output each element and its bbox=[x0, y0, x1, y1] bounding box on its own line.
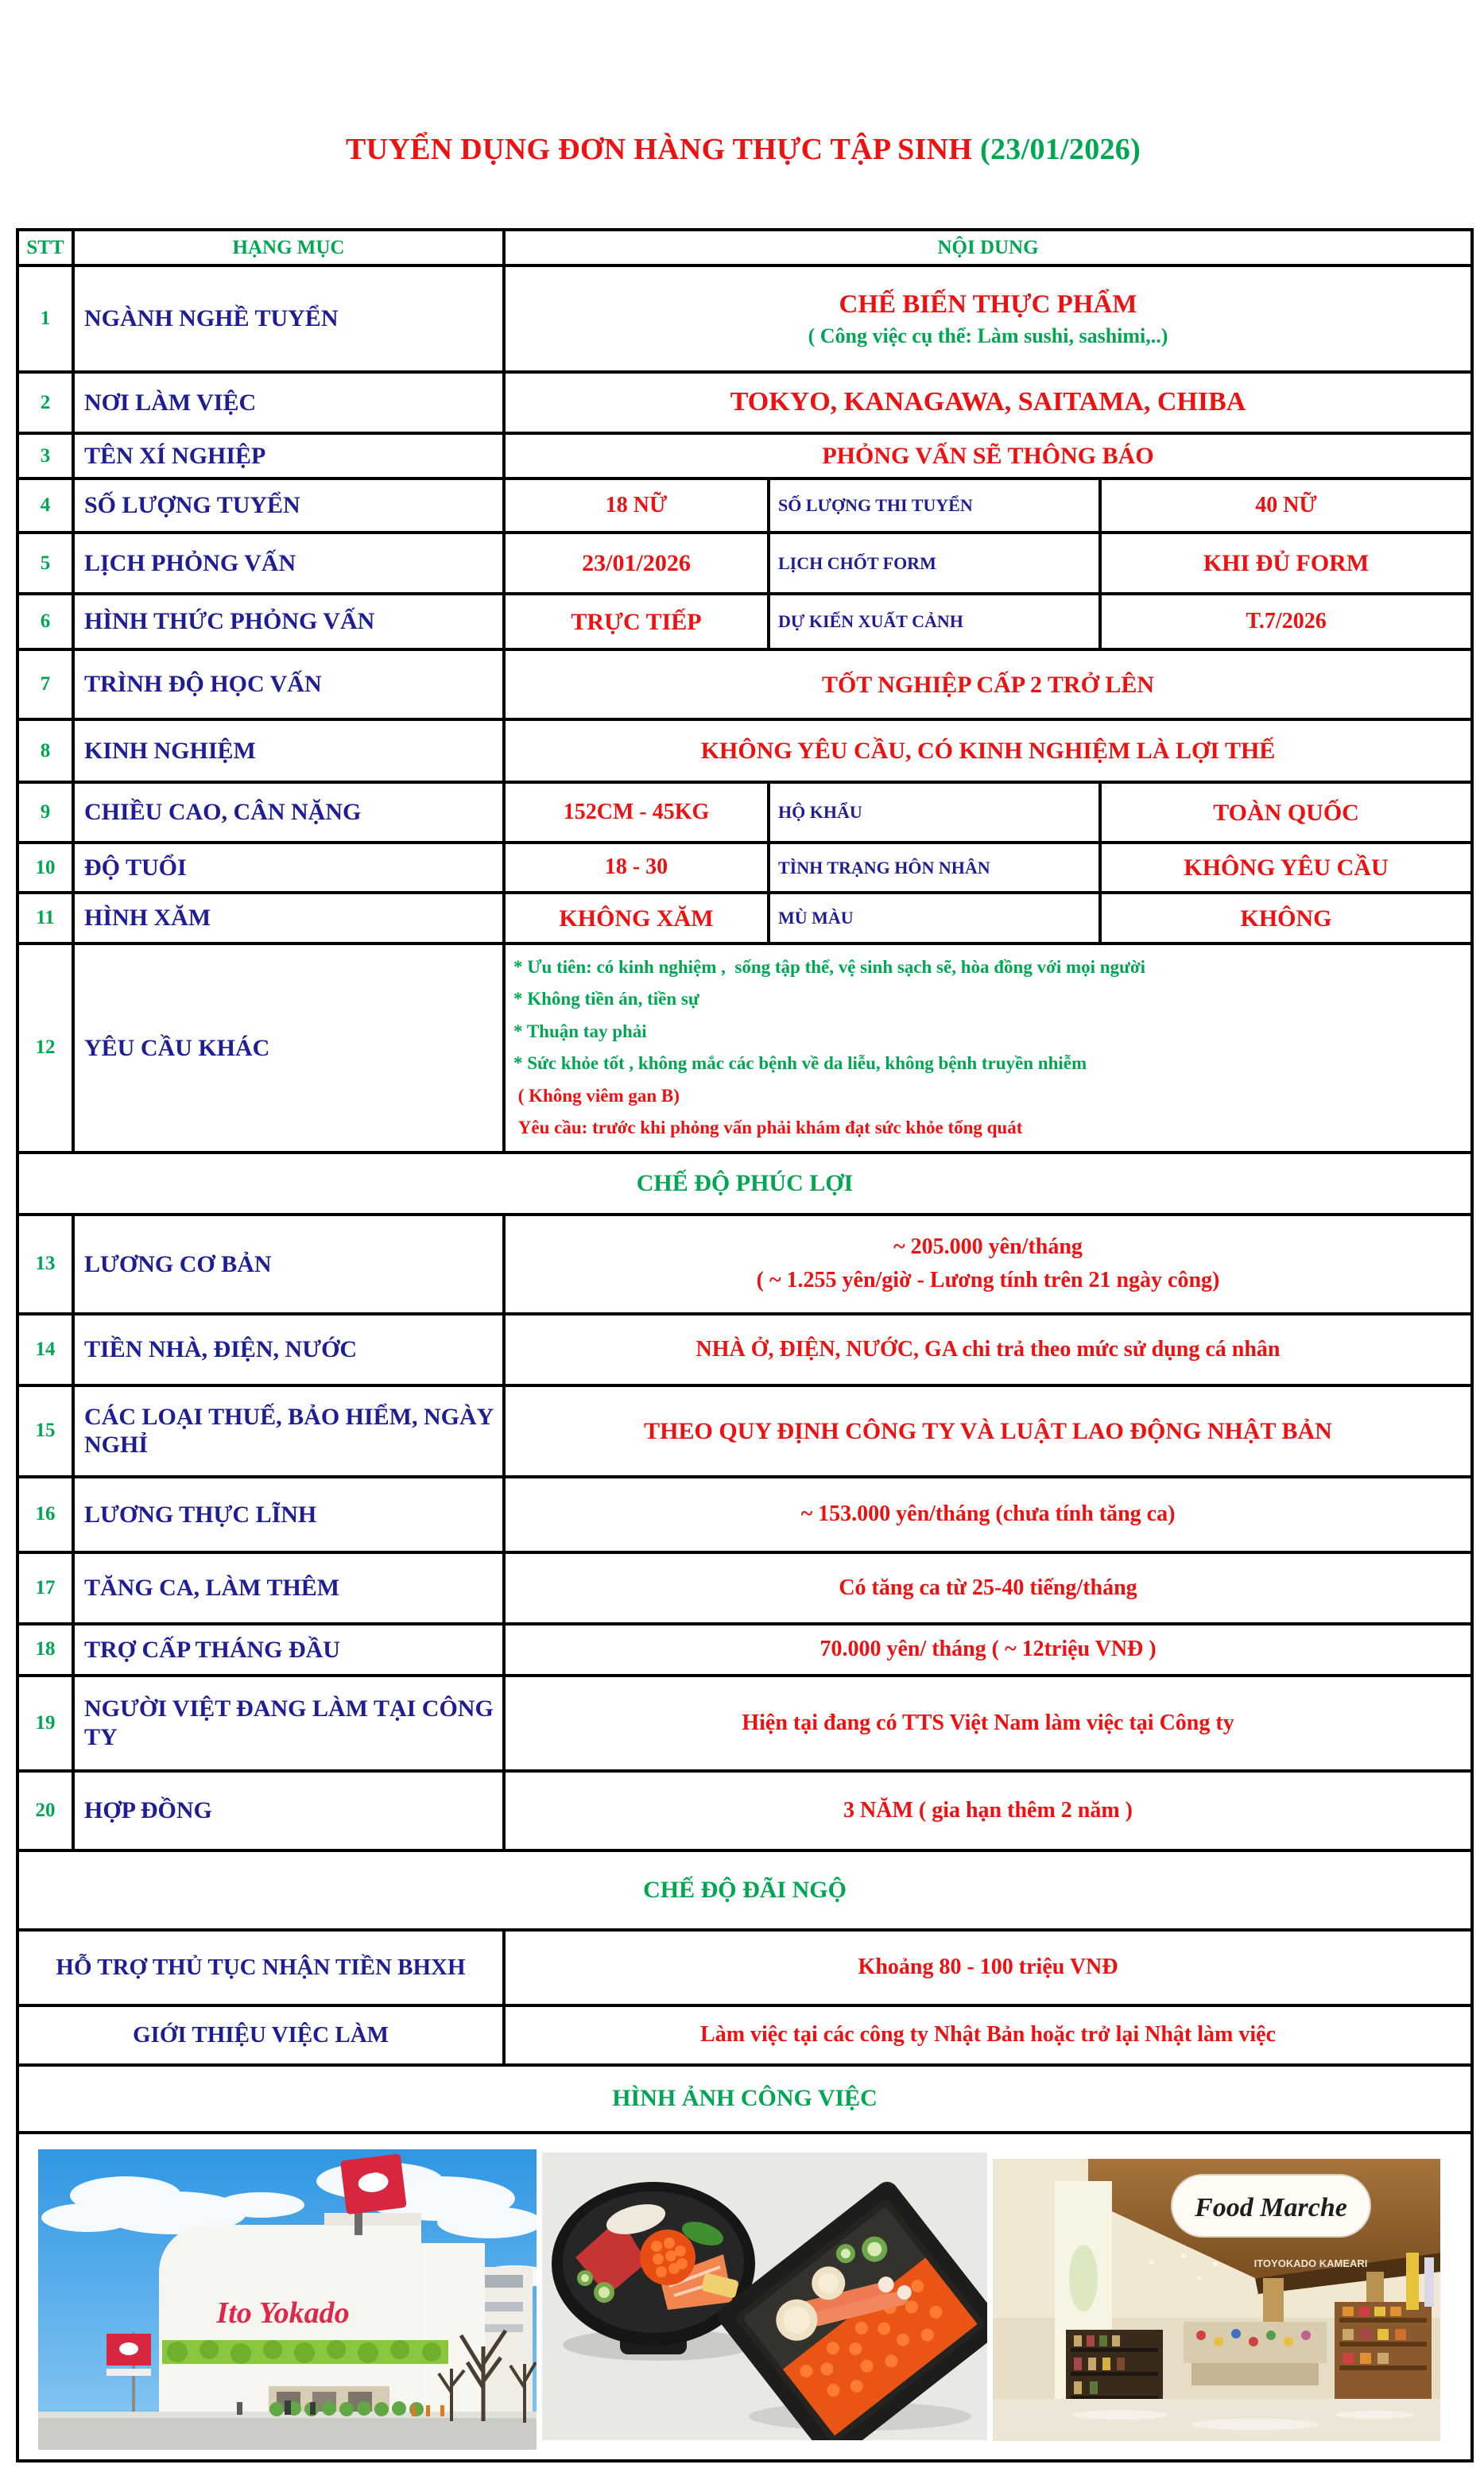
bhxh-value: Khoảng 80 - 100 triệu VNĐ bbox=[504, 1930, 1472, 2005]
requirement-line: * Thuận tay phải bbox=[513, 1021, 647, 1041]
row-no: 4 bbox=[17, 479, 73, 533]
table-row bbox=[17, 944, 1472, 1153]
row-label: HÌNH XĂM bbox=[73, 893, 504, 944]
table-row bbox=[17, 433, 1472, 479]
section-benefits: CHẾ ĐỘ PHÚC LỢI bbox=[17, 1153, 1472, 1215]
table-row bbox=[17, 533, 1472, 594]
hanging-banner bbox=[1424, 2257, 1434, 2307]
table-row bbox=[17, 1676, 1472, 1771]
row-label: NƠI LÀM VIỆC bbox=[73, 372, 504, 433]
row-value: Có tăng ca từ 25-40 tiếng/tháng bbox=[504, 1552, 1472, 1624]
row-no: 2 bbox=[17, 372, 73, 433]
row-no: 12 bbox=[17, 944, 73, 1153]
ito-yokado-building-photo bbox=[38, 2149, 537, 2450]
row-label: HỢP ĐỒNG bbox=[73, 1771, 504, 1850]
page-title-main: TUYỂN DỤNG ĐƠN HÀNG THỰC TẬP SINH bbox=[345, 133, 981, 166]
row-label: TRỢ CẤP THÁNG ĐẦU bbox=[73, 1624, 504, 1676]
row-label: YÊU CẦU KHÁC bbox=[73, 944, 504, 1153]
road bbox=[38, 2418, 537, 2450]
row-no: 10 bbox=[17, 843, 73, 893]
page-title bbox=[16, 132, 1470, 167]
table-row bbox=[17, 265, 1472, 372]
table-row bbox=[17, 2005, 1472, 2065]
row-no: 1 bbox=[17, 265, 73, 372]
row-label-2: LỊCH CHỐT FORM bbox=[769, 533, 1100, 594]
requirement-line: * Ưu tiên: có kinh nghiệm , sống tập thể, vệ sinh sạch sẽ, hòa đồng với mọi người bbox=[513, 957, 1145, 977]
food-marche-sign-text: Food Marche bbox=[1195, 2193, 1347, 2223]
section-row bbox=[17, 1153, 1472, 1215]
row-value: KHÔNG YÊU CẦU, CÓ KINH NGHIỆM LÀ LỢI THẾ bbox=[504, 719, 1472, 782]
table-row bbox=[17, 1771, 1472, 1850]
row-value: ~ 153.000 yên/tháng (chưa tính tăng ca) bbox=[504, 1477, 1472, 1552]
row-value: 70.000 yên/ tháng ( ~ 12triệu VNĐ ) bbox=[504, 1624, 1472, 1676]
shrubs bbox=[269, 2401, 424, 2416]
row-label-2: TÌNH TRẠNG HÔN NHÂN bbox=[769, 843, 1100, 893]
row-value-2: T.7/2026 bbox=[1100, 594, 1472, 649]
row-label: SỐ LƯỢNG TUYỂN bbox=[73, 479, 504, 533]
ito-yokado-sign-text: Ito Yokado bbox=[216, 2296, 350, 2331]
row-no: 13 bbox=[17, 1215, 73, 1314]
table-row bbox=[17, 372, 1472, 433]
table-row bbox=[17, 1624, 1472, 1676]
row-label: LỊCH PHỎNG VẤN bbox=[73, 533, 504, 594]
row-no: 6 bbox=[17, 594, 73, 649]
requirement-line: * Sức khỏe tốt , không mắc các bệnh về da liễu, không bệnh truyền nhiễm bbox=[513, 1053, 1087, 1074]
requirement-line: ( Không viêm gan B) bbox=[513, 1085, 680, 1106]
row-no: 11 bbox=[17, 893, 73, 944]
row-label: NGÀNH NGHỀ TUYỂN bbox=[73, 265, 504, 372]
row-label: TÊN XÍ NGHIỆP bbox=[73, 433, 504, 479]
table-row bbox=[17, 649, 1472, 719]
right-rack bbox=[1335, 2302, 1432, 2407]
job-referral-value: Làm việc tại các công ty Nhật Bản hoặc trở lại Nhật làm việc bbox=[504, 2005, 1472, 2065]
center-displays bbox=[1184, 2322, 1327, 2385]
row-no: 8 bbox=[17, 719, 73, 782]
food-marche-store-photo bbox=[993, 2159, 1440, 2441]
section-row bbox=[17, 1850, 1472, 1930]
row-value-1: TRỰC TIẾP bbox=[504, 594, 769, 649]
row-label: CÁC LOẠI THUẾ, BẢO HIỂM, NGÀY NGHỈ bbox=[73, 1385, 504, 1477]
row-label: ĐỘ TUỔI bbox=[73, 843, 504, 893]
row-label: KINH NGHIỆM bbox=[73, 719, 504, 782]
row-value-1: 152CM - 45KG bbox=[504, 782, 769, 843]
row-no: 19 bbox=[17, 1676, 73, 1771]
section-incentives: CHẾ ĐỘ ĐÃI NGỘ bbox=[17, 1850, 1472, 1930]
table-row bbox=[17, 1314, 1472, 1385]
row-value-1: 23/01/2026 bbox=[504, 533, 769, 594]
row-label: LƯƠNG THỰC LĨNH bbox=[73, 1477, 504, 1552]
salary-line: ~ 205.000 yên/tháng bbox=[893, 1234, 1083, 1260]
table-row bbox=[17, 479, 1472, 533]
job-referral-label: GIỚI THIỆU VIỆC LÀM bbox=[17, 2005, 504, 2065]
row-label: CHIỀU CAO, CÂN NẶNG bbox=[73, 782, 504, 843]
requirement-line: * Không tiền án, tiền sự bbox=[513, 989, 699, 1009]
row-value-2: KHÔNG bbox=[1100, 893, 1472, 944]
row-no: 16 bbox=[17, 1477, 73, 1552]
row-label-2: SỐ LƯỢNG THI TUYỂN bbox=[769, 479, 1100, 533]
table-row bbox=[17, 782, 1472, 843]
table-row bbox=[17, 594, 1472, 649]
row-value: TOKYO, KANAGAWA, SAITAMA, CHIBA bbox=[504, 372, 1472, 433]
row-value-2: KHÔNG YÊU CẦU bbox=[1100, 843, 1472, 893]
industry-value: CHẾ BIẾN THỰC PHẨM bbox=[839, 289, 1137, 319]
row-no: 3 bbox=[17, 433, 73, 479]
row-no: 5 bbox=[17, 533, 73, 594]
row-value: THEO QUY ĐỊNH CÔNG TY VÀ LUẬT LAO ĐỘNG NHẬT BẢN bbox=[504, 1385, 1472, 1477]
row-label: NGƯỜI VIỆT ĐANG LÀM TẠI CÔNG TY bbox=[73, 1676, 504, 1771]
food-marche-subsign-text: ITOYOKADO KAMEARI bbox=[1253, 2257, 1368, 2270]
row-value-2: 40 NỮ bbox=[1100, 479, 1472, 533]
table-row bbox=[17, 1215, 1472, 1314]
salary-line: ( ~ 1.255 yên/giờ - Lương tính trên 21 ngày công) bbox=[756, 1268, 1220, 1293]
row-no: 18 bbox=[17, 1624, 73, 1676]
row-no: 14 bbox=[17, 1314, 73, 1385]
row-no: 15 bbox=[17, 1385, 73, 1477]
row-value-2: TOÀN QUỐC bbox=[1100, 782, 1472, 843]
recruitment-table bbox=[16, 228, 1474, 2462]
row-value: 3 NĂM ( gia hạn thêm 2 năm ) bbox=[504, 1771, 1472, 1850]
row-value-1: 18 - 30 bbox=[504, 843, 769, 893]
row-value-2: KHI ĐỦ FORM bbox=[1100, 533, 1472, 594]
col-header-category: HẠNG MỤC bbox=[73, 230, 504, 265]
work-photos bbox=[38, 2149, 1470, 2450]
section-row bbox=[17, 2065, 1472, 2133]
table-row bbox=[17, 843, 1472, 893]
row-label: TIỀN NHÀ, ĐIỆN, NƯỚC bbox=[73, 1314, 504, 1385]
col-header-stt: STT bbox=[17, 230, 73, 265]
row-value-1: 18 NỮ bbox=[504, 479, 769, 533]
table-header-row bbox=[17, 230, 1472, 265]
row-no: 9 bbox=[17, 782, 73, 843]
industry-detail: ( Công việc cụ thể: Làm sushi, sashimi,..) bbox=[808, 324, 1168, 347]
work-photos-cell bbox=[17, 2133, 1472, 2461]
row-label-2: DỰ KIẾN XUẤT CẢNH bbox=[769, 594, 1100, 649]
row-label: TĂNG CA, LÀM THÊM bbox=[73, 1552, 504, 1624]
row-label: HÌNH THỨC PHỎNG VẤN bbox=[73, 594, 504, 649]
row-value bbox=[504, 1215, 1472, 1314]
row-value: TỐT NGHIỆP CẤP 2 TRỞ LÊN bbox=[504, 649, 1472, 719]
table-row bbox=[17, 1477, 1472, 1552]
table-row bbox=[17, 1385, 1472, 1477]
table-row bbox=[17, 719, 1472, 782]
row-value-1: KHÔNG XĂM bbox=[504, 893, 769, 944]
hanging-banner bbox=[1406, 2253, 1419, 2310]
table-row bbox=[17, 1552, 1472, 1624]
col-header-content: NỘI DUNG bbox=[504, 230, 1472, 265]
requirement-line: Yêu cầu: trước khi phỏng vấn phải khám đạt sức khỏe tổng quát bbox=[513, 1118, 1023, 1138]
sashimi-bento-photo bbox=[542, 2152, 987, 2440]
row-no: 20 bbox=[17, 1771, 73, 1850]
bhxh-label: HỖ TRỢ THỦ TỤC NHẬN TIỀN BHXH bbox=[17, 1930, 504, 2005]
photo-row bbox=[17, 2133, 1472, 2461]
row-label: LƯƠNG CƠ BẢN bbox=[73, 1215, 504, 1314]
row-label: TRÌNH ĐỘ HỌC VẤN bbox=[73, 649, 504, 719]
other-requirements bbox=[504, 944, 1472, 1153]
section-work-images: HÌNH ẢNH CÔNG VIỆC bbox=[17, 2065, 1472, 2133]
table-row bbox=[17, 1930, 1472, 2005]
row-value: PHỎNG VẤN SẼ THÔNG BÁO bbox=[504, 433, 1472, 479]
row-value: Hiện tại đang có TTS Việt Nam làm việc tại Công ty bbox=[504, 1676, 1472, 1771]
row-no: 7 bbox=[17, 649, 73, 719]
row-label-2: HỘ KHẨU bbox=[769, 782, 1100, 843]
row-no: 17 bbox=[17, 1552, 73, 1624]
building bbox=[159, 2213, 533, 2420]
row-value bbox=[504, 265, 1472, 372]
page-title-date: (23/01/2026) bbox=[980, 133, 1141, 166]
table-row bbox=[17, 893, 1472, 944]
row-value: NHÀ Ở, ĐIỆN, NƯỚC, GA chi trả theo mức sử dụng cá nhân bbox=[504, 1314, 1472, 1385]
row-label-2: MÙ MÀU bbox=[769, 893, 1100, 944]
